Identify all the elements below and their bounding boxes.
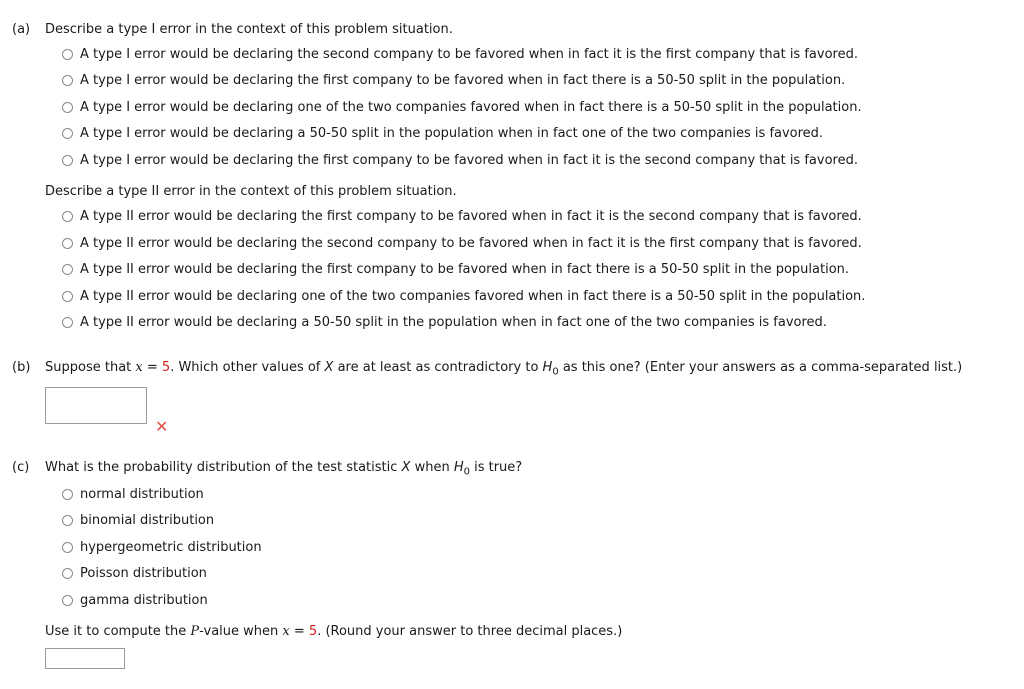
part-b-question: Suppose that x = 5. Which other values of X are at least as contradictory to $H_0$ as this one? (Enter your answers as a comma-separated list.) [45,360,963,378]
type-2-option-2[interactable]: A type II error would be declaring the second company to be favored when in fact it is the first company that is favored. [62,236,862,251]
radio-button[interactable] [62,102,73,113]
distribution-option-hypergeometric[interactable]: hypergeometric distribution [62,540,262,555]
distribution-question: What is the probability distribution of the test statistic X when $H_0$ is true? [45,460,523,478]
radio-button[interactable] [62,128,73,139]
radio-button[interactable] [62,264,73,275]
radio-button[interactable] [62,49,73,60]
type-2-option-4[interactable]: A type II error would be declaring one of the two companies favored when in fact there is a 50-50 split in the population. [62,289,865,304]
radio-button[interactable] [62,317,73,328]
type-2-option-3[interactable]: A type II error would be declaring the first company to be favored when in fact there is a 50-50 split in the population. [62,262,849,277]
p-value-input[interactable] [45,648,125,669]
incorrect-x-icon: ✕ [155,417,169,436]
distribution-option-gamma[interactable]: gamma distribution [62,593,208,608]
radio-button[interactable] [62,595,73,606]
p-value-question: Use it to compute the P-value when x = 5. (Round your answer to three decimal places.) [45,624,623,639]
x-value: 5 [161,360,171,375]
radio-button[interactable] [62,542,73,553]
radio-button[interactable] [62,489,73,500]
type-1-option-1[interactable]: A type I error would be declaring the second company to be favored when in fact it is the first company that is favored. [62,47,858,62]
radio-button[interactable] [62,211,73,222]
type-1-option-3[interactable]: A type I error would be declaring one of the two companies favored when in fact there is a 50-50 split in the population. [62,100,862,115]
distribution-option-binomial[interactable]: binomial distribution [62,513,214,528]
radio-button[interactable] [62,568,73,579]
radio-button[interactable] [62,75,73,86]
type-2-option-5[interactable]: A type II error would be declaring a 50-50 split in the population when in fact one of the two companies is favored. [62,315,827,330]
distribution-option-poisson[interactable]: Poisson distribution [62,566,207,581]
x-value: 5 [308,624,318,639]
type-2-option-1[interactable]: A type II error would be declaring the first company to be favored when in fact it is the second company that is favored. [62,209,862,224]
part-c-label: (c) [12,460,30,475]
radio-button[interactable] [62,238,73,249]
distribution-option-normal[interactable]: normal distribution [62,487,204,502]
radio-button[interactable] [62,515,73,526]
type-1-option-2[interactable]: A type I error would be declaring the first company to be favored when in fact there is a 50-50 split in the population. [62,73,845,88]
type-2-question: Describe a type II error in the context of this problem situation. [45,184,457,199]
type-1-option-5[interactable]: A type I error would be declaring the first company to be favored when in fact it is the second company that is favored. [62,153,858,168]
radio-button[interactable] [62,291,73,302]
part-a-label: (a) [12,22,31,37]
type-1-question: Describe a type I error in the context of this problem situation. [45,22,453,37]
part-b-label: (b) [12,360,31,375]
type-1-option-4[interactable]: A type I error would be declaring a 50-50 split in the population when in fact one of the two companies is favored. [62,126,823,141]
contradictory-values-input[interactable] [45,387,147,424]
radio-button[interactable] [62,155,73,166]
